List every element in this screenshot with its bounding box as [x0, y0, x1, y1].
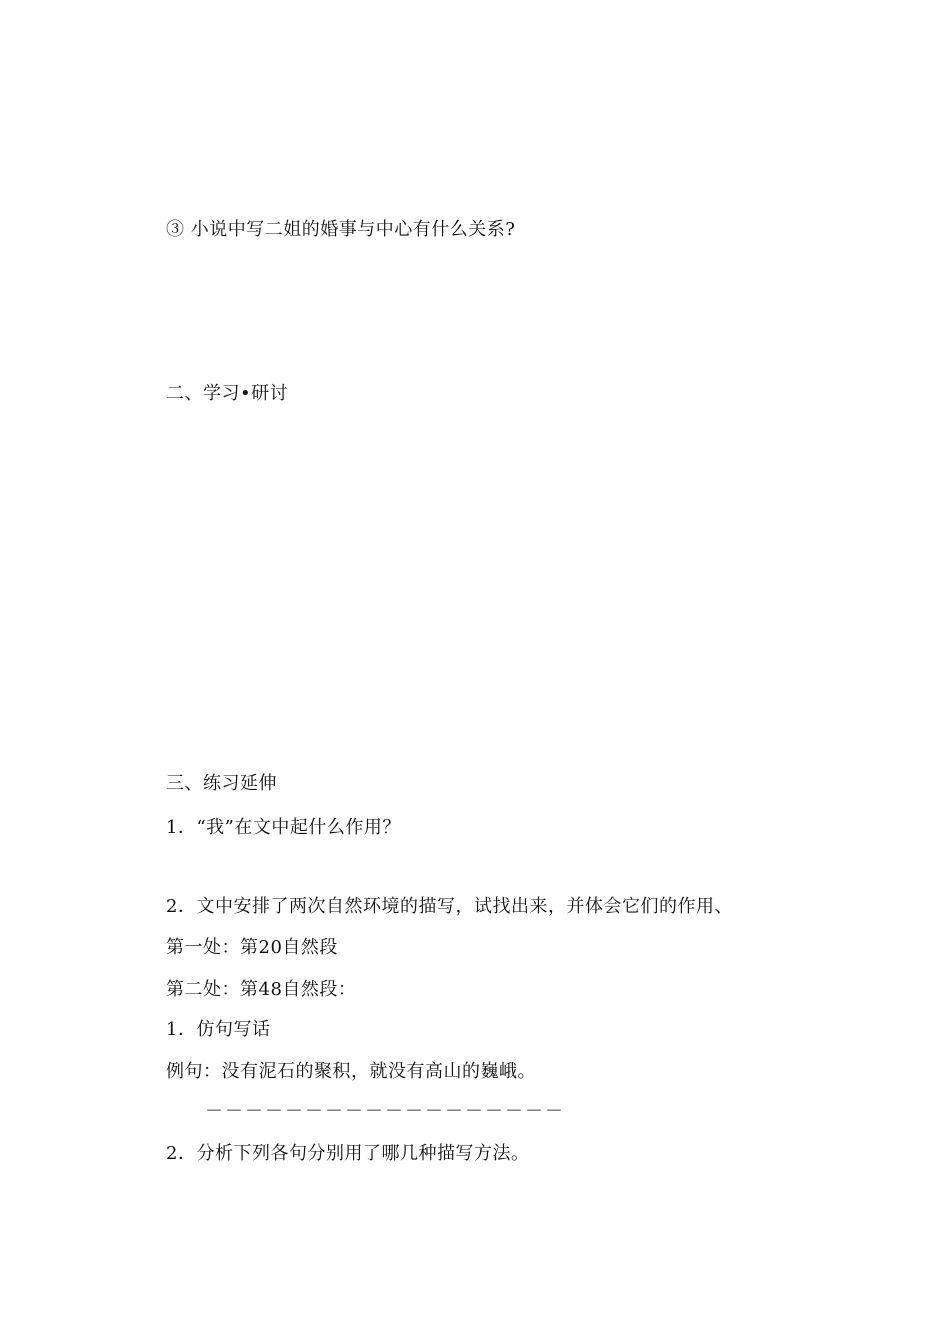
second-place-text: 第二处：第48自然段： [166, 979, 357, 1000]
analysis-question: 2．分析下列各句分别用了哪几种描写方法。 [166, 1143, 530, 1164]
imitation-heading: 1．仿句写话 [166, 1019, 271, 1040]
exercise-question-2: 2．文中安排了两次自然环境的描写，试找出来，并体会它们的作用、 [166, 896, 733, 917]
exercise-question-1: 1．“我”在文中起什么作用？ [166, 817, 401, 838]
first-place-text: 第一处：第20自然段 [166, 937, 338, 958]
example-sentence: 例句：没有泥石的聚积，就没有高山的巍峨。 [166, 1061, 536, 1082]
section-3-heading: 三、练习延伸 [166, 773, 277, 794]
question-3-text: ③ 小说中写二姐的婚事与中心有什么关系? [166, 219, 516, 240]
answer-blank-line: －－－－－－－－－－－－－－－－－－ [205, 1101, 565, 1122]
section-2-heading: 二、学习•研讨 [166, 383, 289, 404]
